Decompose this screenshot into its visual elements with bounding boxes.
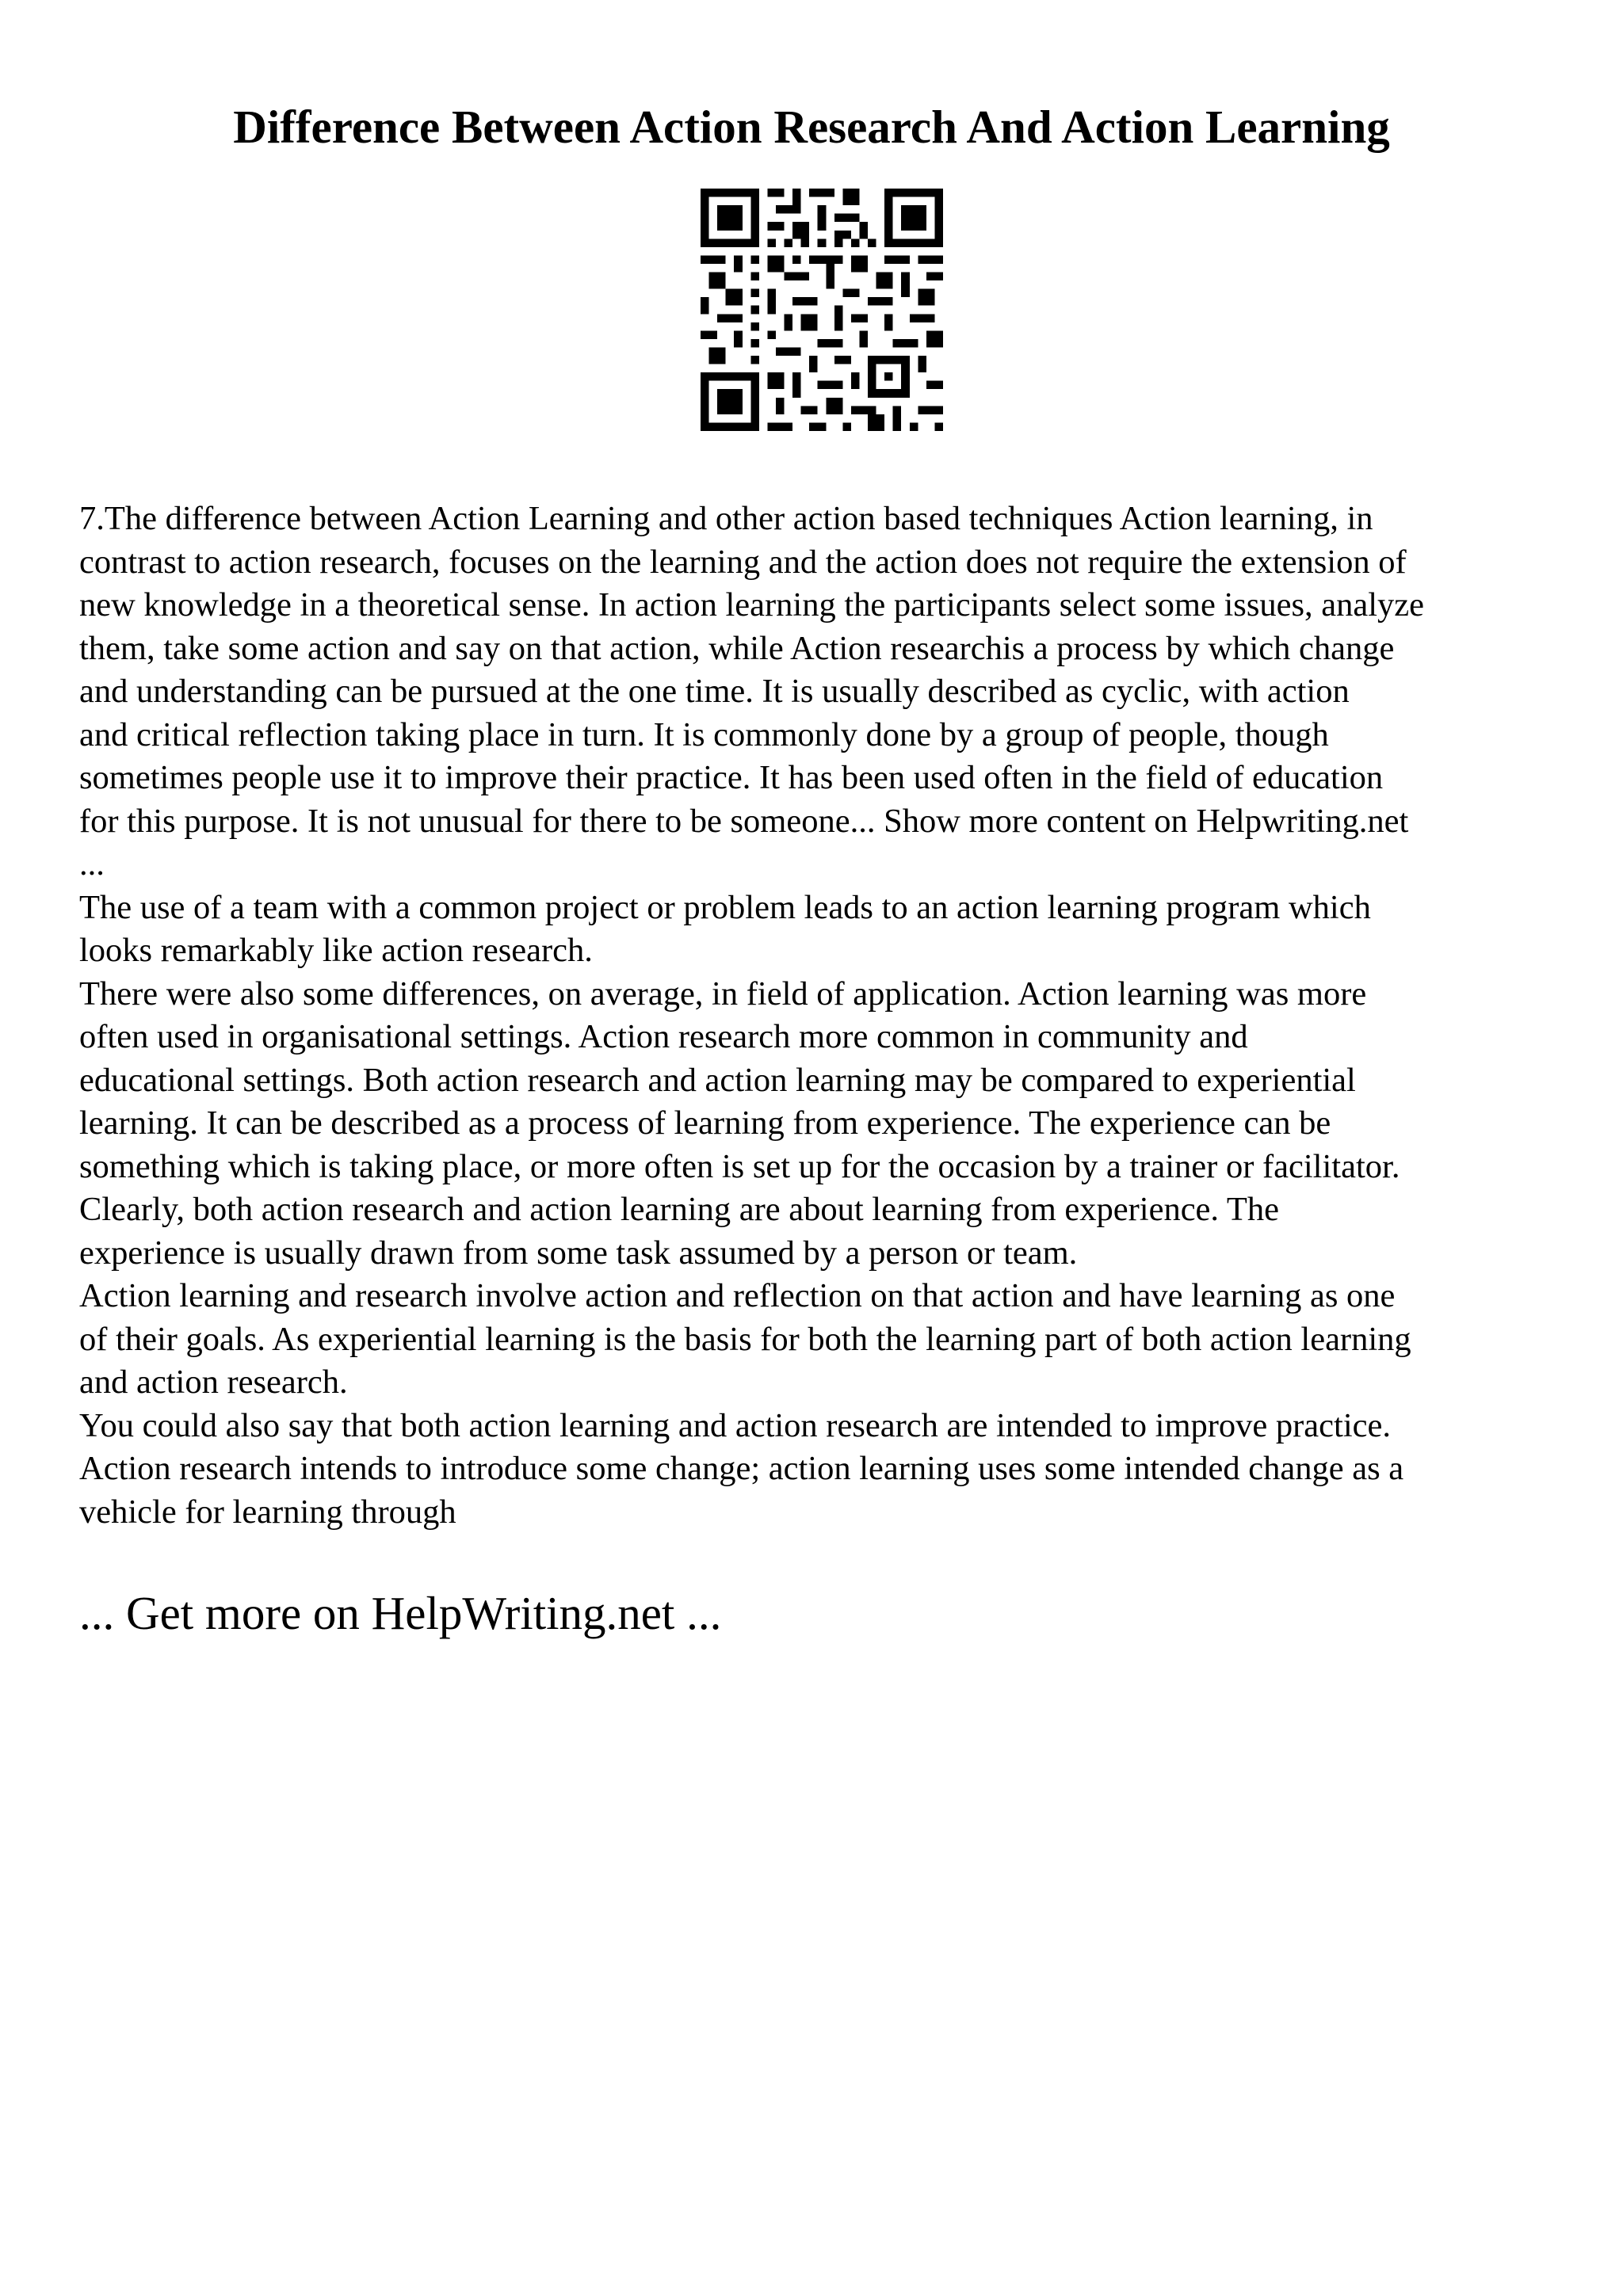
body-line: new knowledge in a theoretical sense. In action learning the participants select some issues, analyze xyxy=(79,586,1425,624)
body-line: experience is usually drawn from some task assumed by a person or team. xyxy=(79,1234,1078,1272)
page-title: Difference Between Action Research And Action Learning xyxy=(233,101,1390,153)
body-line: Action research intends to introduce some change; action learning uses some intended change as a xyxy=(79,1450,1404,1487)
body-line: Clearly, both action research and action learning are about learning from experience. The xyxy=(79,1191,1279,1228)
body-line: and understanding can be pursued at the one time. It is usually described as cyclic, with action xyxy=(79,673,1350,710)
body-line: Action learning and research involve action and reflection on that action and have learning as one xyxy=(79,1277,1396,1314)
body-line: educational settings. Both action research and action learning may be compared to experiential xyxy=(79,1061,1356,1099)
body-line: There were also some differences, on average, in field of application. Action learning was more xyxy=(79,974,1367,1013)
body-line: for this purpose. It is not unusual for there to be someone... Show more content on Helpwriting.net xyxy=(79,802,1409,840)
body-line: and critical reflection taking place in turn. It is commonly done by a group of people, though xyxy=(79,715,1329,753)
body-line: and action research. xyxy=(79,1363,348,1401)
body-line: of their goals. As experiential learning is the basis for both the learning part of both action learning xyxy=(79,1320,1411,1358)
body-line: something which is taking place, or more often is set up for the occasion by a trainer or facilitator. xyxy=(79,1147,1400,1185)
article-body xyxy=(79,498,1569,1534)
body-line: looks remarkably like action research. xyxy=(79,932,593,969)
qr-code-icon xyxy=(701,189,943,431)
body-line: often used in organisational settings. Action research more common in community and xyxy=(79,1018,1248,1055)
body-line: ... xyxy=(79,845,105,883)
body-line: vehicle for learning through xyxy=(79,1493,456,1531)
body-line: You could also say that both action learning and action research are intended to improve practice. xyxy=(79,1406,1391,1444)
body-line: them, take some action and say on that action, while Action researchis a process by which change xyxy=(79,629,1395,667)
get-more-link[interactable]: ... Get more on HelpWriting.net ... xyxy=(79,1587,722,1639)
body-line: The use of a team with a common project or problem leads to an action learning program which xyxy=(79,888,1371,926)
body-line: contrast to action research, focuses on the learning and the action does not require the extension of xyxy=(79,543,1407,581)
body-line: sometimes people use it to improve their practice. It has been used often in the field of education xyxy=(79,759,1384,796)
body-line: learning. It can be described as a process of learning from experience. The experience can be xyxy=(79,1104,1331,1142)
body-line: 7.The difference between Action Learning and other action based techniques Action learning, in xyxy=(79,500,1373,537)
